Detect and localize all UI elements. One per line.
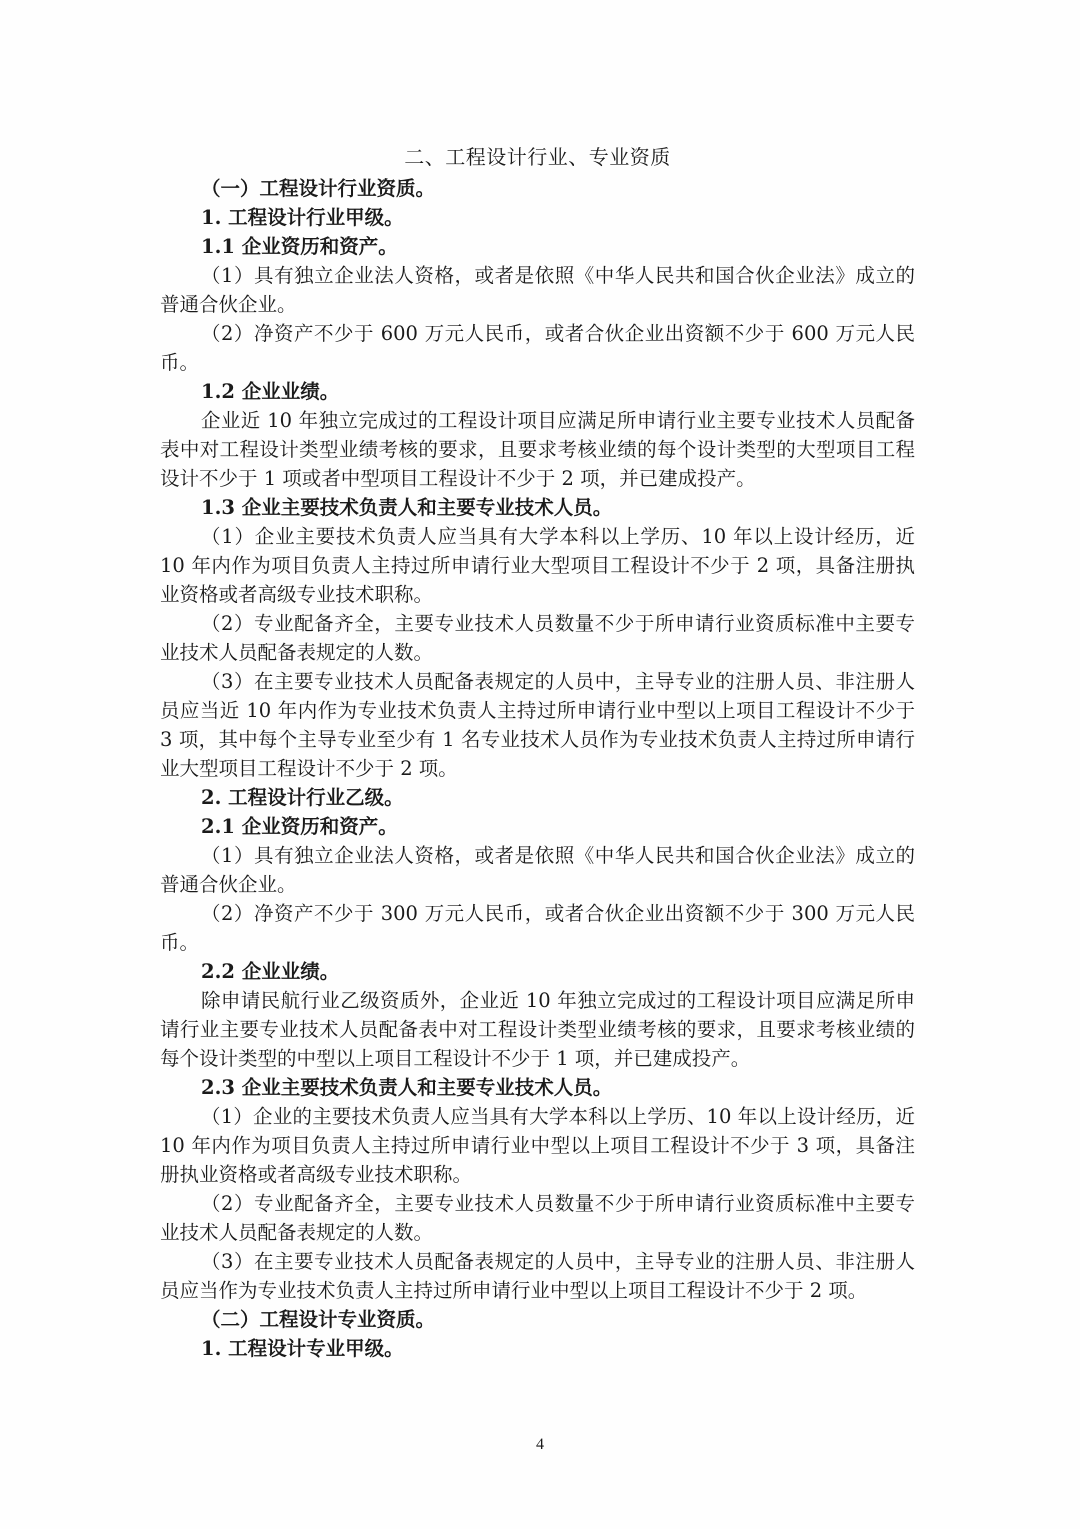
body-paragraph: （2）专业配备齐全，主要专业技术人员数量不少于所申请行业资质标准中主要专业技术人员配备表规定的人数。 — [160, 1192, 915, 1244]
body-paragraph: （2）专业配备齐全，主要专业技术人员数量不少于所申请行业资质标准中主要专业技术人员配备表规定的人数。 — [160, 612, 915, 664]
section-heading: 2. 工程设计行业乙级。 — [201, 786, 404, 809]
section-heading: 2.2 企业业绩。 — [201, 960, 340, 983]
body-paragraph: （1）具有独立企业法人资格，或者是依照《中华人民共和国合伙企业法》成立的普通合伙企业。 — [160, 264, 915, 316]
body-paragraph: （1）具有独立企业法人资格，或者是依照《中华人民共和国合伙企业法》成立的普通合伙企业。 — [160, 844, 915, 896]
section-heading: 2.1 企业资历和资产。 — [201, 815, 398, 838]
body-paragraph: 企业近 10 年独立完成过的工程设计项目应满足所申请行业主要专业技术人员配备表中对工程设计类型业绩考核的要求，且要求考核业绩的每个设计类型的大型项目工程设计不少于 1 项或者中型项目工程设计不少于 2 项，并已建成投产。 — [160, 409, 915, 490]
body-paragraph: （3）在主要专业技术人员配备表规定的人员中，主导专业的注册人员、非注册人员应当近 10 年内作为专业技术负责人主持过所申请行业中型以上项目工程设计不少于 3 项，其中每个主导专业至少有 1 名专业技术人员作为专业技术负责人主持过所申请行业大型项目工程设计不少于 2 项。 — [160, 670, 915, 780]
section-heading: 1.3 企业主要技术负责人和主要专业技术人员。 — [201, 496, 613, 519]
page-number: 4 — [536, 1436, 544, 1453]
section-title: 二、工程设计行业、专业资质 — [404, 145, 671, 169]
section-heading: 1.1 企业资历和资产。 — [201, 235, 398, 258]
body-paragraph: 除申请民航行业乙级资质外，企业近 10 年独立完成过的工程设计项目应满足所申请行业主要专业技术人员配备表中对工程设计类型业绩考核的要求，且要求考核业绩的每个设计类型的中型以上项目工程设计不少于 1 项，并已建成投产。 — [160, 989, 915, 1070]
section-heading: （二）工程设计专业资质。 — [201, 1308, 436, 1331]
section-heading: 1.2 企业业绩。 — [201, 380, 340, 403]
body-paragraph: （1）企业的主要技术负责人应当具有大学本科以上学历、10 年以上设计经历，近 10 年内作为项目负责人主持过所申请行业中型以上项目工程设计不少于 3 项，具备注册执业资格或者高级专业技术职称。 — [160, 1105, 915, 1186]
section-heading: 2.3 企业主要技术负责人和主要专业技术人员。 — [201, 1076, 613, 1099]
document-body — [160, 143, 915, 1363]
body-paragraph: （1）企业主要技术负责人应当具有大学本科以上学历、10 年以上设计经历，近 10 年内作为项目负责人主持过所申请行业大型项目工程设计不少于 2 项，具备注册执业资格或者高级专业技术职称。 — [160, 525, 915, 606]
paragraph-list — [160, 174, 915, 1363]
section-heading: 1. 工程设计专业甲级。 — [201, 1337, 404, 1360]
body-paragraph: （2）净资产不少于 300 万元人民币，或者合伙企业出资额不少于 300 万元人民币。 — [160, 902, 915, 954]
body-paragraph: （2）净资产不少于 600 万元人民币，或者合伙企业出资额不少于 600 万元人民币。 — [160, 322, 915, 374]
section-heading: 1. 工程设计行业甲级。 — [201, 206, 404, 229]
body-paragraph: （3）在主要专业技术人员配备表规定的人员中，主导专业的注册人员、非注册人员应当作为专业技术负责人主持过所申请行业中型以上项目工程设计不少于 2 项。 — [160, 1250, 915, 1302]
section-heading: （一）工程设计行业资质。 — [201, 177, 436, 200]
